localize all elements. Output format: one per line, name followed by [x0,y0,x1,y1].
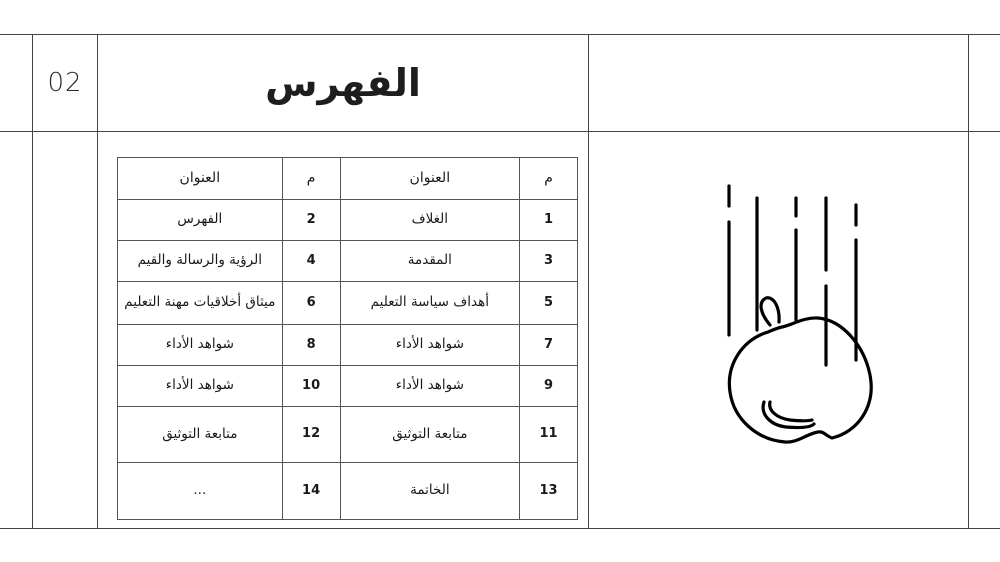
entry-number: 2 [282,200,340,241]
table-row [118,241,578,282]
entry-title: الخاتمة [340,463,520,520]
entry-title: شواهد الأداء [340,366,520,407]
table-row [118,325,578,366]
table-header-row [118,158,578,200]
entry-title: شواهد الأداء [118,325,283,366]
entry-number: 5 [520,282,578,325]
entry-title: شواهد الأداء [340,325,520,366]
entry-number: 12 [282,407,340,463]
entry-number: 8 [282,325,340,366]
entry-title: ... [118,463,283,520]
entry-number: 14 [282,463,340,520]
entry-title: متابعة التوثيق [118,407,283,463]
entry-number: 10 [282,366,340,407]
frame-center-line [588,34,589,528]
entry-title: المقدمة [340,241,520,282]
entry-title: شواهد الأداء [118,366,283,407]
entry-number: 6 [282,282,340,325]
table-row [118,407,578,463]
column-header-number: م [520,158,578,200]
column-header-title: العنوان [118,158,283,200]
entry-title: متابعة التوثيق [340,407,520,463]
table-row [118,366,578,407]
entry-number: 9 [520,366,578,407]
table-of-contents [117,157,578,520]
entry-number: 11 [520,407,578,463]
entry-title: الفهرس [118,200,283,241]
page-number: 02 [47,68,83,98]
entry-number: 13 [520,463,578,520]
entry-number: 7 [520,325,578,366]
page-title: الفهرس [265,61,421,105]
column-header-title: العنوان [340,158,520,200]
table-row [118,282,578,325]
frame-right-line [968,34,969,528]
column-header-number: م [282,158,340,200]
table-row [118,200,578,241]
entry-title: الغلاف [340,200,520,241]
table-row [118,463,578,520]
entry-title: ميثاق أخلاقيات مهنة التعليم [118,282,283,325]
entry-number: 3 [520,241,578,282]
entry-title: الرؤية والرسالة والقيم [118,241,283,282]
falling-apple-icon [700,170,900,470]
entry-number: 4 [282,241,340,282]
entry-title: أهداف سياسة التعليم [340,282,520,325]
frame-bottom-line [0,528,1000,529]
frame-middle-line [0,131,1000,132]
entry-number: 1 [520,200,578,241]
